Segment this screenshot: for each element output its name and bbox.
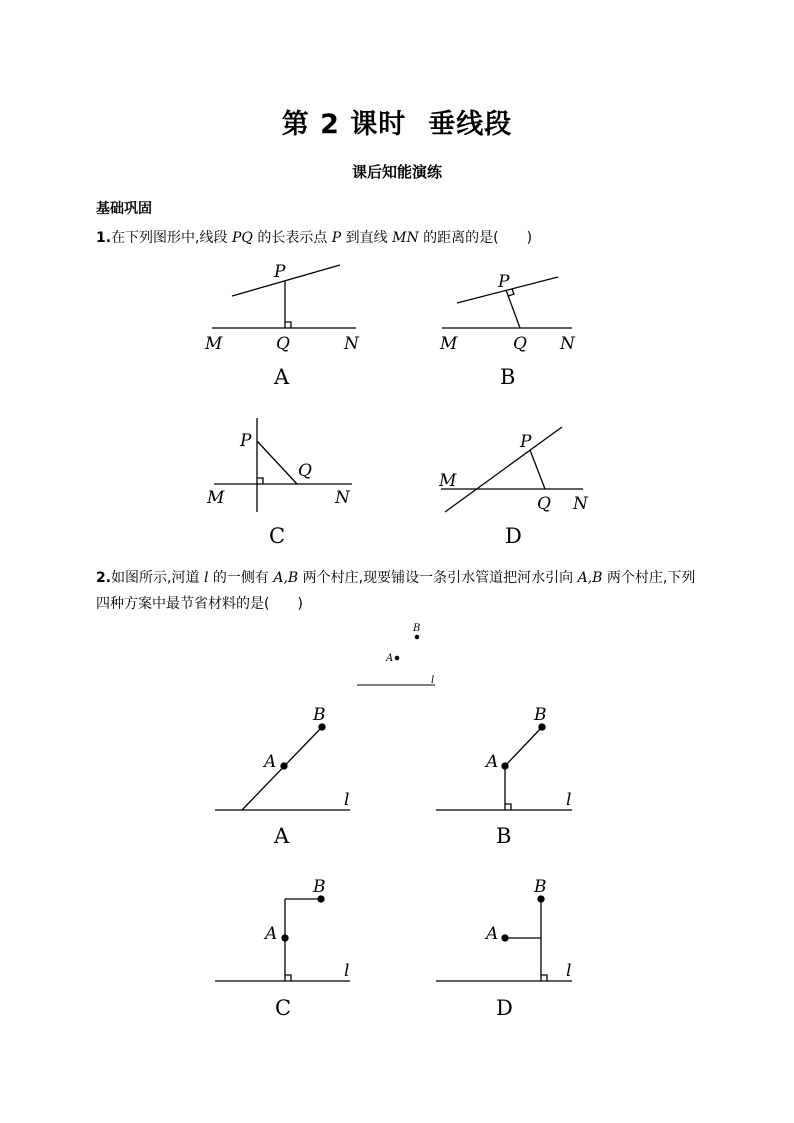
option-c-caption: C <box>275 996 292 1020</box>
right-angle-mark <box>285 975 291 981</box>
label-p: P <box>240 431 252 451</box>
option-d-caption: D <box>496 996 513 1020</box>
label-b: B <box>313 705 326 725</box>
q2-figure-d <box>436 877 572 1020</box>
right-angle-mark <box>257 478 263 484</box>
q2-text-part: 两个村庄,现要铺设一条引水管道把河水引向 <box>298 570 578 586</box>
label-a: A <box>486 752 499 772</box>
right-angle-mark <box>541 975 547 981</box>
point-a <box>282 935 288 941</box>
q2-ab: A,B <box>273 570 299 586</box>
label-a: A <box>264 752 277 772</box>
label-n: N <box>573 494 588 514</box>
q1-p: P <box>331 230 342 246</box>
q2-figure-c <box>215 877 350 1020</box>
q1-mn: MN <box>392 230 419 246</box>
title-topic: 垂线段 <box>428 109 513 140</box>
segment-pq <box>530 450 545 489</box>
label-p: P <box>498 272 510 292</box>
label-l: l <box>566 790 572 810</box>
label-l: l <box>344 790 350 810</box>
label-p: P <box>520 432 532 452</box>
label-l: l <box>431 675 435 686</box>
point-b <box>415 635 418 638</box>
point-a <box>502 935 508 941</box>
q2-reference-figure <box>357 623 435 686</box>
option-b-caption: B <box>496 824 512 848</box>
q1-text-part: 的距离的是( ) <box>418 230 533 246</box>
point-a <box>281 763 287 769</box>
pipe-ab <box>505 727 542 766</box>
label-q: Q <box>513 334 527 354</box>
label-b: B <box>534 877 547 897</box>
q1-text-part: 的长表示点 <box>252 230 332 246</box>
option-b-caption: B <box>500 365 516 389</box>
point-a <box>502 763 508 769</box>
q2-text-part: 两个村庄,下列四种方案中最节省材料的是( ) <box>96 570 696 612</box>
label-p: P <box>274 262 286 282</box>
label-n: N <box>344 334 359 354</box>
label-a: A <box>386 653 394 664</box>
label-q: Q <box>537 494 551 514</box>
q1-pq: PQ <box>231 230 253 246</box>
label-l: l <box>566 961 572 981</box>
question-2-number: 2. <box>96 570 112 586</box>
option-c-caption: C <box>269 524 286 548</box>
label-m: M <box>439 471 457 491</box>
label-n: N <box>560 334 575 354</box>
section-heading: 基础巩固 <box>96 201 152 217</box>
option-a-caption: A <box>274 365 290 389</box>
q1-figure-d <box>438 427 589 548</box>
label-m: M <box>440 334 458 354</box>
right-angle-mark <box>285 322 291 328</box>
q1-text-part: 在下列图形中,线段 <box>111 230 232 246</box>
label-l: l <box>344 961 350 981</box>
label-b: B <box>413 623 421 634</box>
label-m: M <box>207 488 225 508</box>
label-q: Q <box>276 334 290 354</box>
right-angle-mark <box>505 804 511 810</box>
q2-text-part: 的一侧有 <box>208 570 274 586</box>
q2-ab: A,B <box>577 570 603 586</box>
label-a: A <box>486 924 499 944</box>
label-a: A <box>265 924 278 944</box>
q2-l: l <box>203 570 209 586</box>
question-1-number: 1. <box>96 230 112 246</box>
label-n: N <box>335 488 350 508</box>
label-b: B <box>313 877 326 897</box>
q1-text-part: 到直线 <box>341 230 393 246</box>
label-m: M <box>205 334 223 354</box>
q2-figure-b <box>436 705 572 848</box>
q2-text-part: 如图所示,河道 <box>111 570 204 586</box>
q2-figure-a <box>215 705 350 848</box>
option-a-caption: A <box>274 824 290 848</box>
q1-figure-a <box>204 262 360 389</box>
q1-figure-b <box>439 272 576 389</box>
q1-figure-c <box>206 418 352 548</box>
oblique-line <box>232 265 340 296</box>
title-lesson: 第 2 课时 <box>281 109 407 140</box>
page-subtitle: 课后知能演练 <box>351 163 442 181</box>
point-a <box>395 656 398 659</box>
option-d-caption: D <box>505 524 522 548</box>
label-b: B <box>534 705 547 725</box>
label-q: Q <box>298 461 312 481</box>
